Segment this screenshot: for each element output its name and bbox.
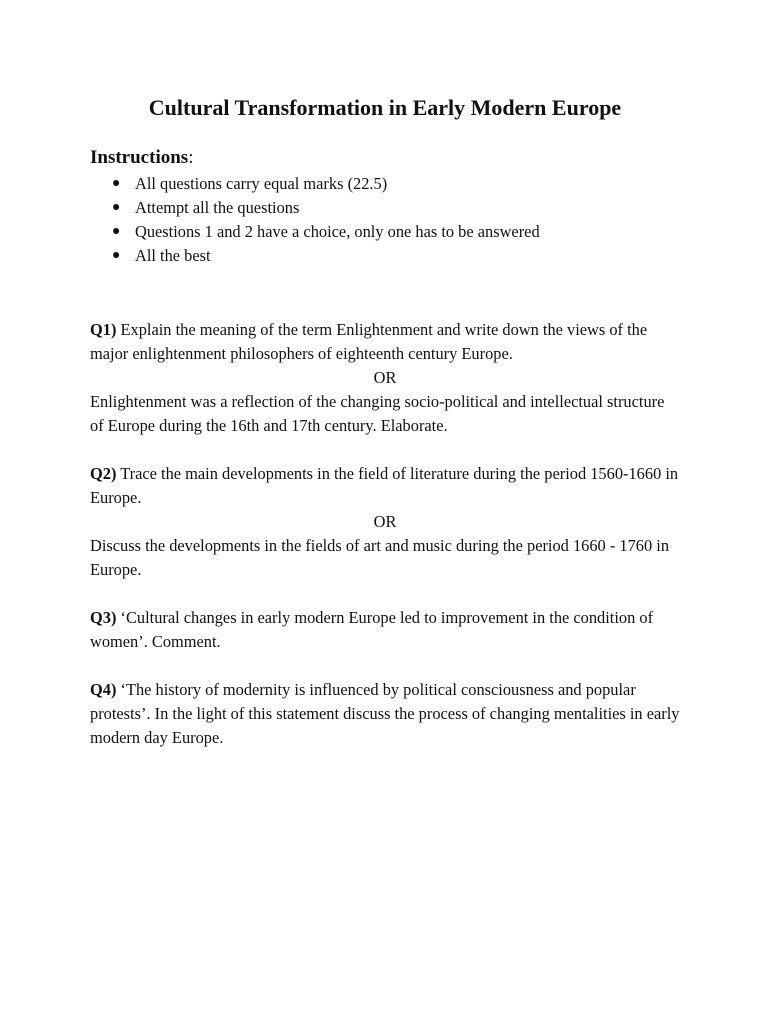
- question-label: Q4): [90, 680, 117, 699]
- instructions-heading-text: Instructions: [90, 147, 189, 168]
- question-text: Trace the main developments in the field of literature during the period 1560-1660 in Europe.: [90, 464, 679, 507]
- question-label: Q2): [90, 464, 117, 483]
- question-1: [90, 318, 680, 438]
- instruction-text: Questions 1 and 2 have a choice, only one has to be answered: [135, 222, 540, 241]
- instruction-item: [112, 244, 680, 268]
- instruction-text: All questions carry equal marks (22.5): [135, 174, 388, 193]
- bullet-icon: ●: [112, 248, 121, 263]
- instructions-list: [90, 172, 680, 268]
- instruction-item: [112, 196, 680, 220]
- question-label: Q1): [90, 320, 117, 339]
- document-title: Cultural Transformation in Early Modern Europe: [148, 95, 622, 120]
- or-separator: OR: [373, 368, 397, 387]
- question-2: [90, 462, 680, 582]
- question-3: [90, 606, 680, 654]
- question-alternative-text: Enlightenment was a reflection of the changing socio-political and intellectual structure of Europe during the 16th and 17th century. Elaborate.: [90, 392, 665, 435]
- bullet-icon: ●: [112, 224, 121, 239]
- question-alternative-text: Discuss the developments in the fields of art and music during the period 1660 - 1760 in Europe.: [90, 536, 670, 579]
- instructions-heading-colon: :: [188, 147, 194, 168]
- instructions-heading: [90, 146, 680, 170]
- question-text: ‘The history of modernity is influenced by political consciousness and popular protests’. In the light of this statement discuss the process of changing mentalities in early modern day Europe.: [90, 680, 680, 747]
- question-text: ‘Cultural changes in early modern Europe led to improvement in the condition of women’. Comment.: [90, 608, 654, 651]
- instruction-item: [112, 220, 680, 244]
- bullet-icon: ●: [112, 200, 121, 215]
- instruction-text: Attempt all the questions: [135, 198, 300, 217]
- instruction-text: All the best: [135, 246, 211, 265]
- question-4: [90, 678, 680, 750]
- instructions-section: [90, 146, 680, 268]
- instruction-item: [112, 172, 680, 196]
- question-text: Explain the meaning of the term Enlightenment and write down the views of the major enlightenment philosophers of eighteenth century Europe.: [90, 320, 648, 363]
- bullet-icon: ●: [112, 176, 121, 191]
- questions-section: [90, 318, 680, 750]
- question-label: Q3): [90, 608, 117, 627]
- or-separator: OR: [373, 512, 397, 531]
